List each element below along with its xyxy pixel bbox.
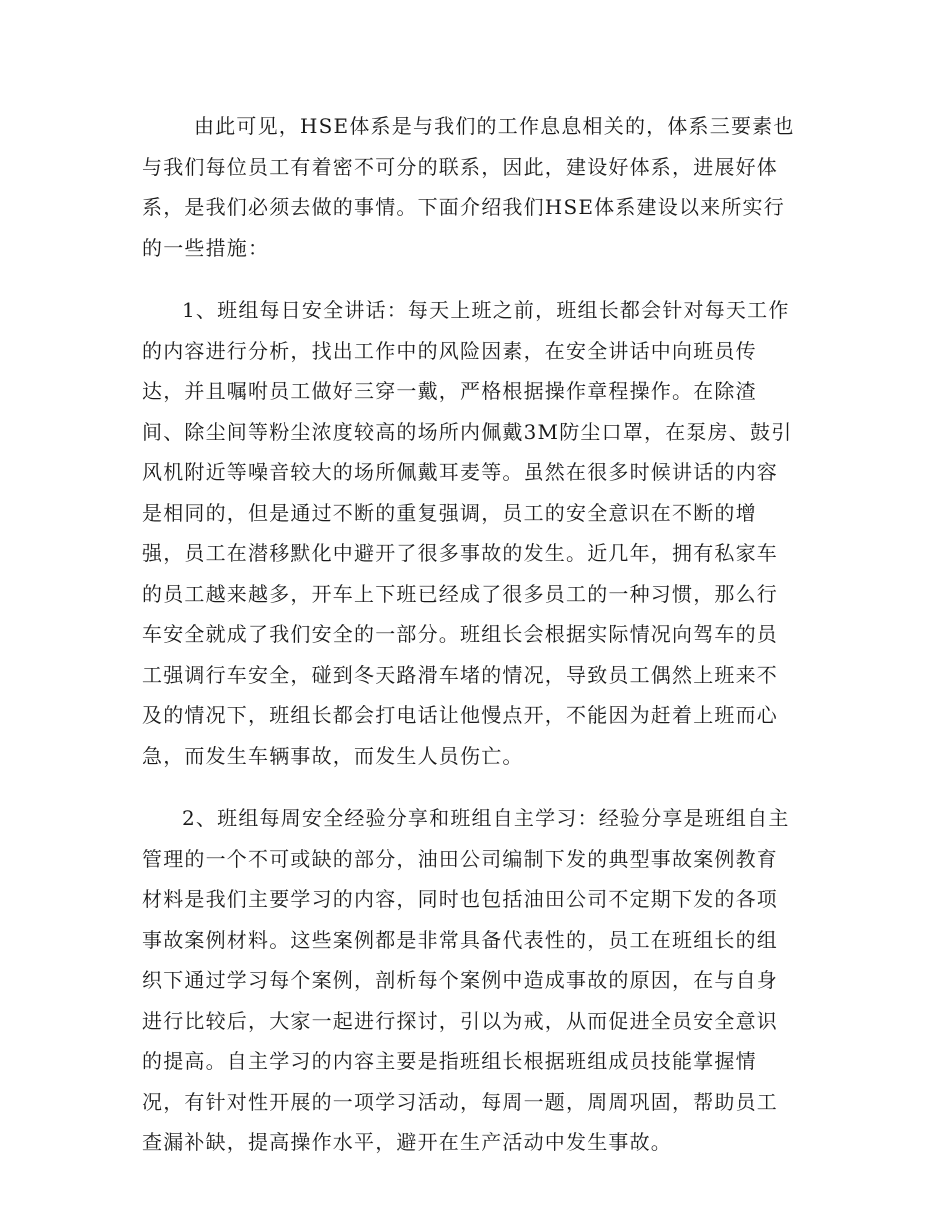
- text-line: 管理的一个不可或缺的部分，油田公司编制下发的典型事故案例教育: [142, 846, 778, 871]
- text-line: 材料是我们主要学习的内容，同时也包括油田公司不定期下发的各项: [142, 887, 778, 911]
- document-body: [142, 106, 808, 1185]
- text-line: 1、班组每日安全讲话：每天上班之前，班组长都会针对每天工作: [182, 298, 790, 322]
- text-line: 的一些措施：: [142, 235, 270, 260]
- paragraph-item-2: [142, 798, 808, 1163]
- text-line: 的提高。自主学习的内容主要是指班组长根据班组成员技能掌握情: [142, 1049, 757, 1073]
- text-line: 车安全就成了我们安全的一部分。班组长会根据实际情况向驾车的员: [142, 622, 778, 646]
- text-line: 及的情况下，班组长都会打电话让他慢点开，不能因为赶着上班而心: [142, 703, 778, 727]
- text-line: 况，有针对性开展的一项学习活动，每周一题，周周巩固，帮助员工: [142, 1089, 778, 1114]
- text-line: 织下通过学习每个案例，剖析每个案例中造成事故的原因，在与自身: [142, 968, 778, 992]
- text-line: 风机附近等噪音较大的场所佩戴耳麦等。虽然在很多时候讲话的内容: [142, 460, 778, 484]
- text-line: 进行比较后，大家一起进行探讨，引以为戒，从而促进全员安全意识: [142, 1008, 778, 1033]
- paragraph-intro: [142, 106, 808, 268]
- text-line: 与我们每位员工有着密不可分的联系，因此，建设好体系，进展好体: [142, 154, 778, 179]
- text-line: 强，员工在潜移默化中避开了很多事故的发生。近几年，拥有私家车: [142, 541, 778, 565]
- text-line: 的员工越来越多，开车上下班已经成了很多员工的一种习惯，那么行: [142, 581, 778, 606]
- paragraph-item-1: [142, 290, 808, 776]
- text-line: 间、除尘间等粉尘浓度较高的场所内佩戴3M防尘口罩，在泵房、鼓引: [142, 419, 793, 444]
- text-line: 系，是我们必须去做的事情。下面介绍我们HSE体系建设以来所实行: [142, 195, 785, 219]
- text-line: 急，而发生车辆事故，而发生人员伤亡。: [142, 743, 524, 768]
- text-line: 2、班组每周安全经验分享和班组自主学习：经验分享是班组自主: [182, 806, 790, 830]
- text-line: 事故案例材料。这些案例都是非常具备代表性的，员工在班组长的组: [142, 927, 778, 952]
- text-line: 工强调行车安全，碰到冬天路滑车堵的情况，导致员工偶然上班来不: [142, 662, 778, 687]
- text-line: 达，并且嘱咐员工做好三穿一戴，严格根据操作章程操作。在除渣: [142, 379, 757, 403]
- text-line: 的内容进行分析，找出工作中的风险因素，在安全讲话中向班员传: [142, 338, 757, 363]
- text-line: 查漏补缺，提高操作水平，避开在生产活动中发生事故。: [142, 1130, 672, 1154]
- text-line: 由此可见，HSE体系是与我们的工作息息相关的，体系三要素也: [194, 114, 795, 138]
- text-line: 是相同的，但是通过不断的重复强调，员工的安全意识在不断的增: [142, 500, 757, 525]
